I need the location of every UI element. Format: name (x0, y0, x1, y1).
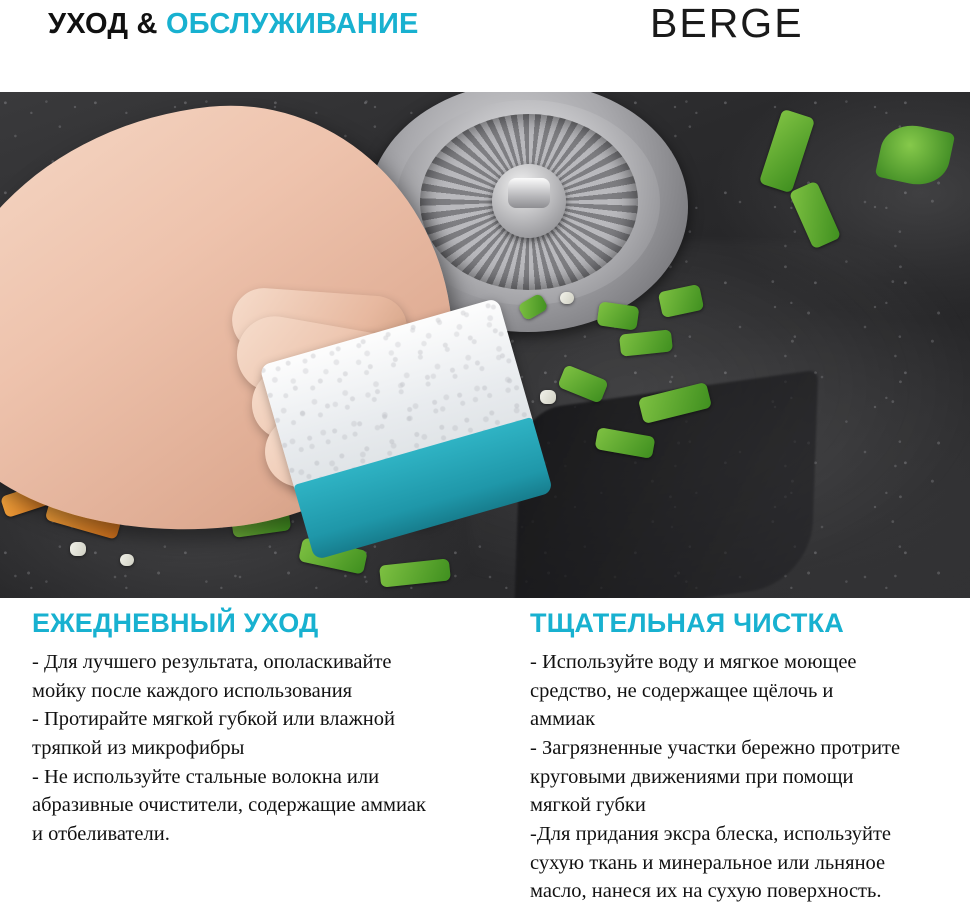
daily-care-line: абразивные очистители, содержащие аммиак (32, 794, 426, 817)
daily-care-line: тряпкой из микрофибры (32, 737, 245, 760)
drain-knob (508, 178, 550, 208)
daily-care-line: - Для лучшего результата, ополаскивайте (32, 651, 392, 673)
deep-cleaning-line: мягкой губки (530, 794, 646, 817)
daily-care-column (32, 608, 522, 850)
deep-cleaning-line: -Для придания эксра блеска, используйте (530, 823, 892, 846)
deep-cleaning-line: круговыми движениями при помощи (530, 765, 854, 788)
deep-cleaning-column (530, 608, 950, 907)
page-header (0, 0, 970, 92)
seed-bit (120, 554, 134, 566)
seed-bit (70, 542, 86, 556)
page-title (48, 8, 419, 41)
sink-cleaning-photo (0, 92, 970, 598)
deep-cleaning-line: аммиак (530, 708, 596, 731)
deep-cleaning-line: масло, нанеся их на сухую поверхность. (530, 880, 882, 903)
daily-care-line: - Не используйте стальные волокна или (32, 765, 380, 788)
deep-cleaning-heading: ТЩАТЕЛЬНАЯ ЧИСТКА (530, 608, 844, 638)
deep-cleaning-body (530, 649, 950, 906)
page-title-part-2: ОБСЛУЖИВАНИЕ (165, 8, 419, 40)
seed-bit (560, 292, 574, 304)
deep-cleaning-line: - Используйте воду и мягкое моющее (530, 651, 857, 673)
deep-cleaning-line: сухую ткань и минеральное или льняное (530, 851, 886, 874)
instructions-section (0, 598, 970, 903)
seed-bit (540, 390, 556, 404)
daily-care-body (32, 649, 522, 849)
daily-care-line: и отбеливатели. (32, 823, 170, 846)
daily-care-line: мойку после каждого использования (32, 679, 353, 702)
daily-care-heading: ЕЖЕДНЕВНЫЙ УХОД (32, 608, 319, 638)
brand-logo: BERGE (650, 0, 804, 46)
deep-cleaning-line: - Загрязненные участки бережно протрите (530, 737, 901, 760)
page-title-part-1: УХОД & (48, 8, 166, 40)
deep-cleaning-line: средство, не содержащее щёлочь и (530, 679, 834, 702)
daily-care-line: - Протирайте мягкой губкой или влажной (32, 708, 395, 731)
